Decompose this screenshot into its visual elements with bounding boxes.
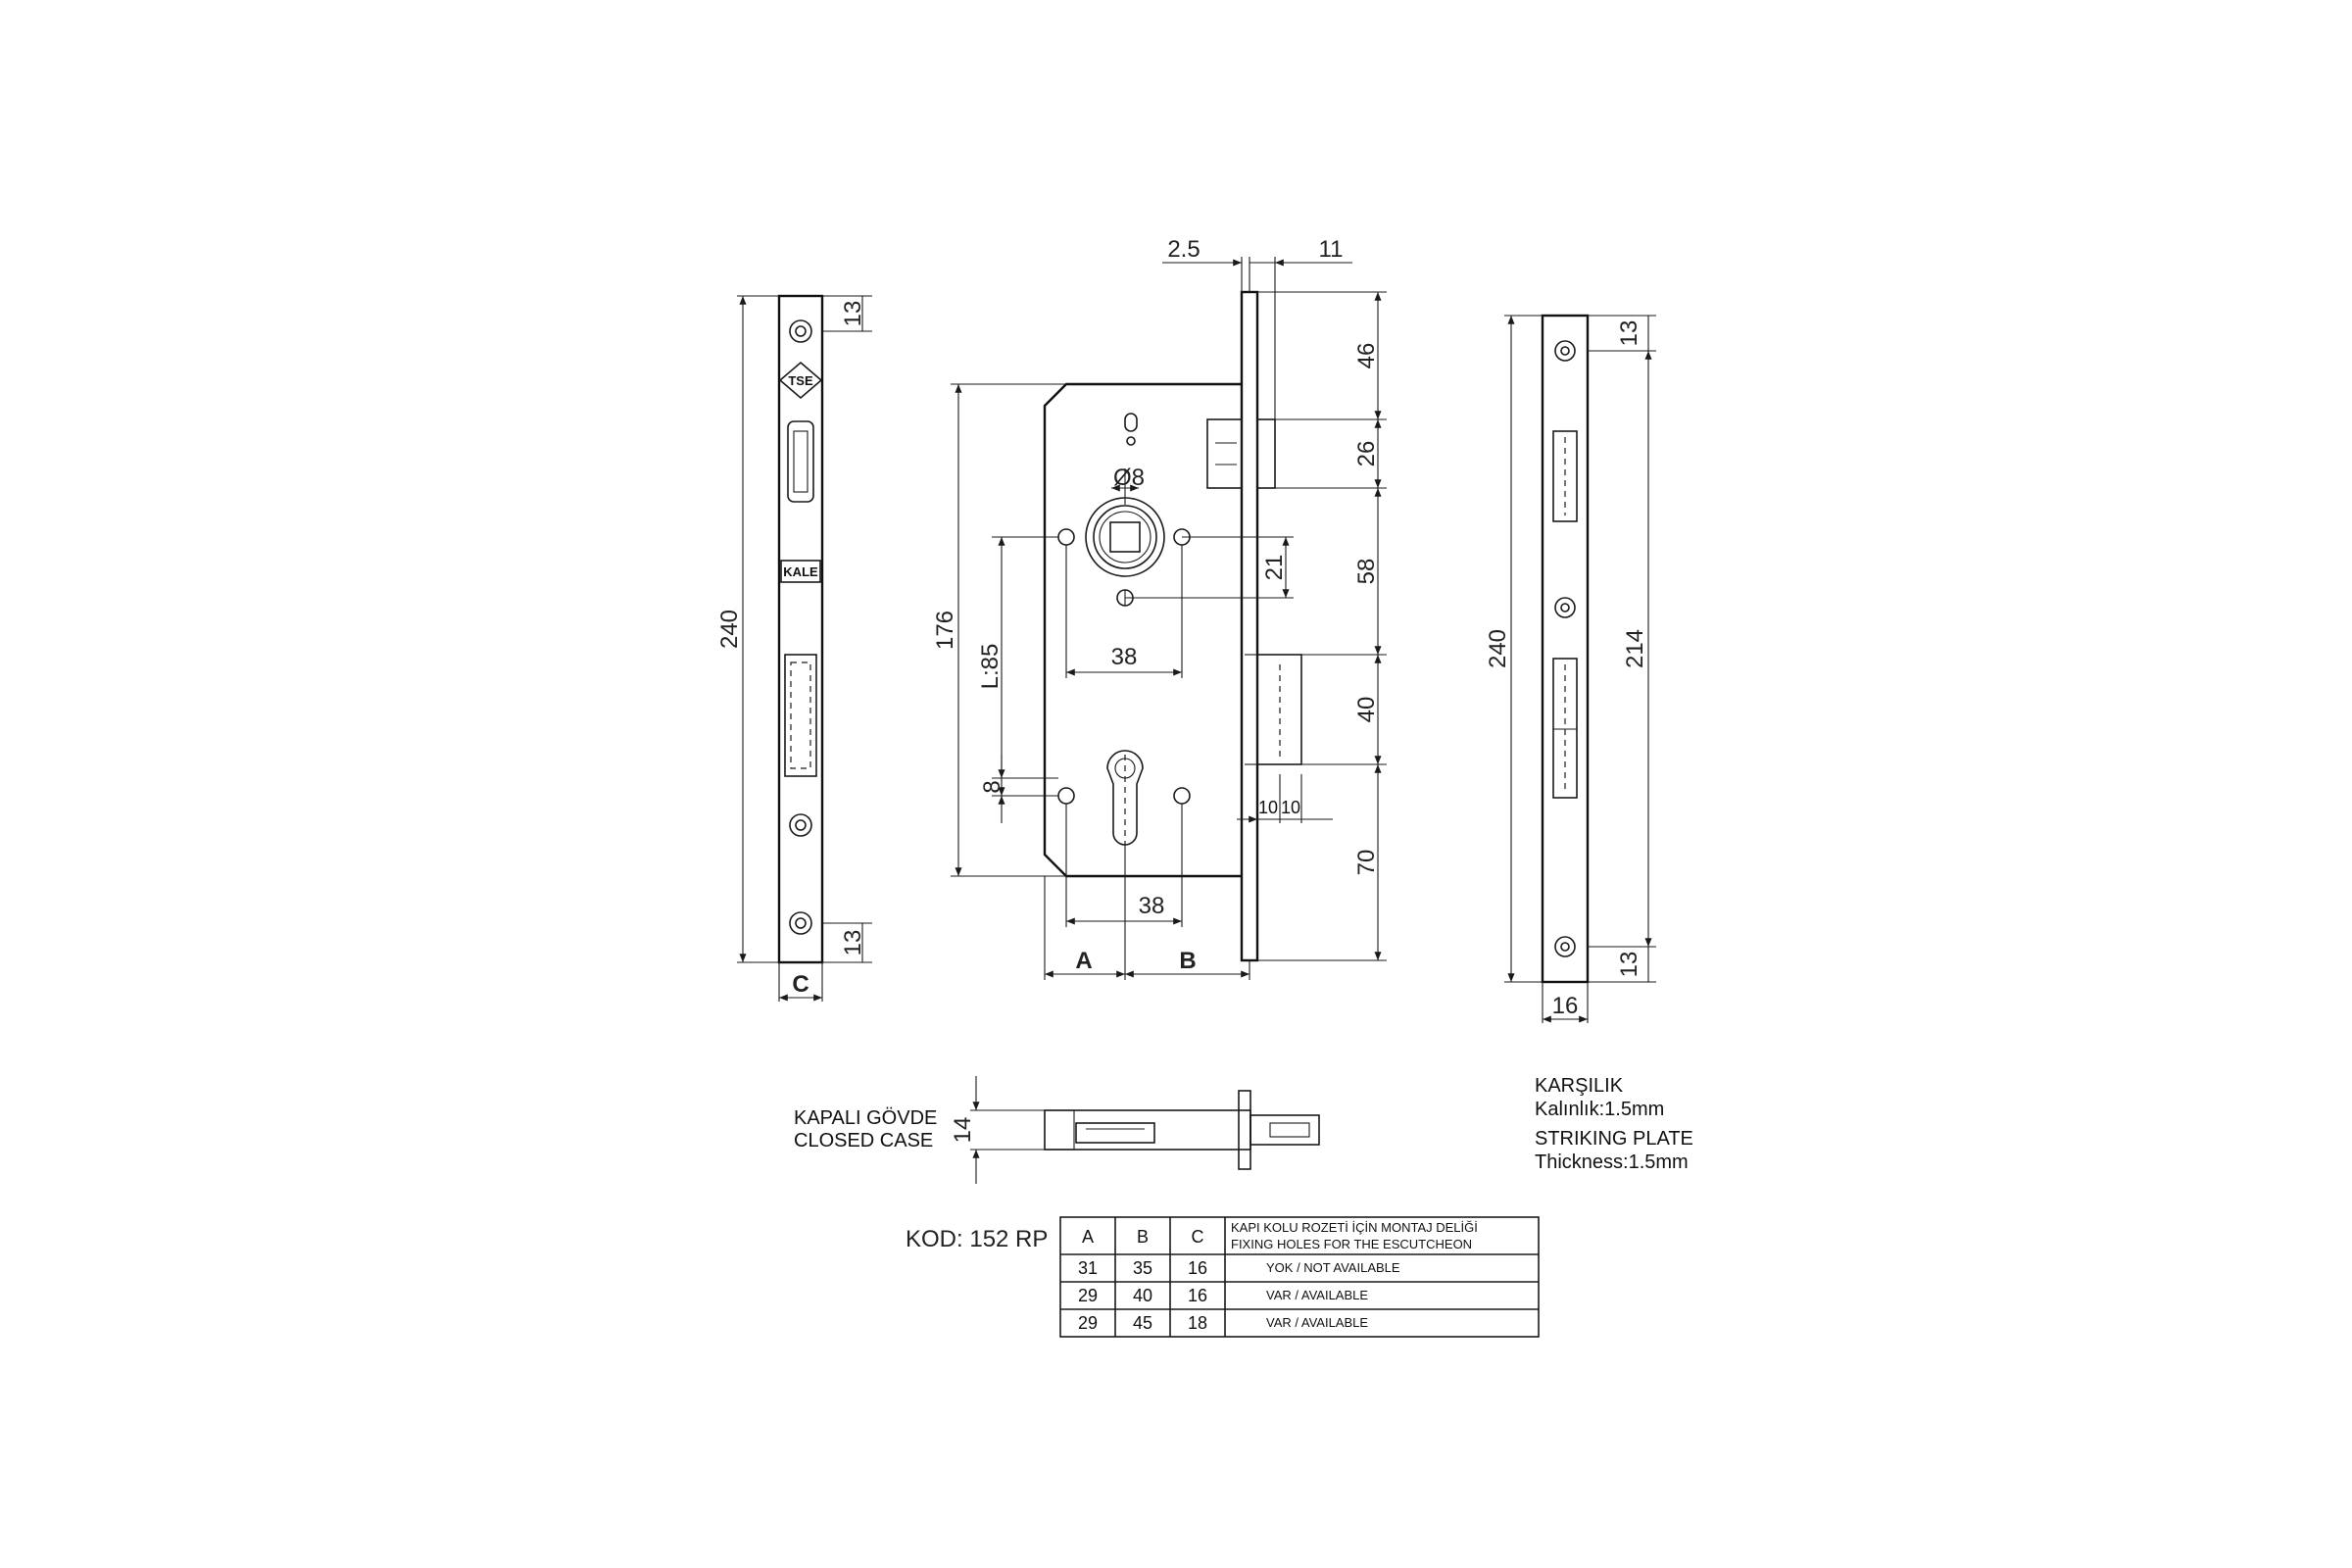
dimension-label: 13 — [840, 929, 866, 956]
table-cell: VAR / AVAILABLE — [1266, 1315, 1369, 1330]
closed-case-label-tr: KAPALI GÖVDE — [794, 1107, 938, 1129]
table-cell: 35 — [1132, 1258, 1153, 1278]
closed-case-view — [794, 1076, 1319, 1184]
dimension-label: 21 — [1261, 554, 1288, 581]
tse-logo — [780, 363, 821, 398]
table-cell: 29 — [1077, 1313, 1099, 1333]
dimension-label: 240 — [1485, 628, 1511, 669]
dimension-label: Kalınlık:1.5mm — [1535, 1099, 1665, 1120]
dimension-label: 214 — [1622, 628, 1648, 669]
dimension-label: 16 — [1551, 993, 1579, 1019]
dimension-label: 240 — [716, 609, 743, 650]
dimension-label: 11 — [1318, 236, 1344, 263]
dimension-label: STRIKING PLATE — [1535, 1128, 1693, 1150]
dimension-label: 46 — [1353, 342, 1380, 369]
dimension-label: 13 — [840, 300, 866, 327]
dimension-label: 38 — [1110, 644, 1138, 670]
product-code: KOD: 152 RP — [906, 1226, 1049, 1252]
dimension-label: L:85 — [977, 643, 1004, 690]
dimension-label: 13 — [1616, 319, 1642, 347]
table-header-b: B — [1136, 1227, 1150, 1247]
table-cell: 29 — [1077, 1286, 1099, 1305]
table-header-c: C — [1191, 1227, 1204, 1247]
spec-table — [1060, 1217, 1539, 1337]
dimension-label: 10 — [1257, 798, 1279, 817]
table-cell: 16 — [1187, 1286, 1208, 1305]
table-cell: 45 — [1132, 1313, 1153, 1333]
dimension-label: Thickness:1.5mm — [1535, 1152, 1689, 1173]
lock-body-side-view — [932, 236, 1387, 980]
dimension-label: 70 — [1353, 849, 1380, 876]
dimension-label: 13 — [1616, 951, 1642, 978]
dimension-label: Ø8 — [1112, 465, 1146, 491]
dimension-label: 176 — [932, 610, 958, 651]
dimension-label: 10 — [1280, 798, 1301, 817]
table-cell: 18 — [1187, 1313, 1208, 1333]
striking-plate-notes — [1535, 1075, 1693, 1173]
dimension-label: KALE — [783, 564, 818, 579]
dimension-label: A — [1075, 948, 1093, 974]
dimension-label: 58 — [1353, 558, 1380, 585]
table-cell: VAR / AVAILABLE — [1266, 1288, 1369, 1302]
striking-plate-view — [1485, 316, 1656, 1023]
dimension-label: 40 — [1353, 696, 1380, 723]
table-header-a: A — [1081, 1227, 1095, 1247]
dimension-label: 38 — [1138, 893, 1165, 919]
table-cell: 16 — [1187, 1258, 1208, 1278]
faceplate-front-view — [716, 296, 872, 1002]
dimension-label: KARŞILIK — [1535, 1075, 1624, 1097]
table-cell: YOK / NOT AVAILABLE — [1266, 1260, 1400, 1275]
dimension-label: 14 — [950, 1116, 976, 1144]
kale-logo — [781, 561, 820, 582]
dimension-label: 26 — [1353, 440, 1380, 467]
table-cell: 31 — [1077, 1258, 1099, 1278]
table-header-note-en: FIXING HOLES FOR THE ESCUTCHEON — [1231, 1237, 1473, 1251]
dimension-label: B — [1179, 948, 1197, 974]
closed-case-label-en: CLOSED CASE — [794, 1130, 934, 1152]
dimension-label: 2.5 — [1167, 236, 1200, 263]
table-header-note-tr: KAPI KOLU ROZETİ İÇİN MONTAJ DELİĞİ — [1231, 1220, 1478, 1235]
dimension-label: C — [792, 971, 809, 998]
dimension-label: 8 — [979, 780, 1005, 794]
table-cell: 40 — [1132, 1286, 1153, 1305]
dimension-label: TSE — [788, 373, 813, 388]
